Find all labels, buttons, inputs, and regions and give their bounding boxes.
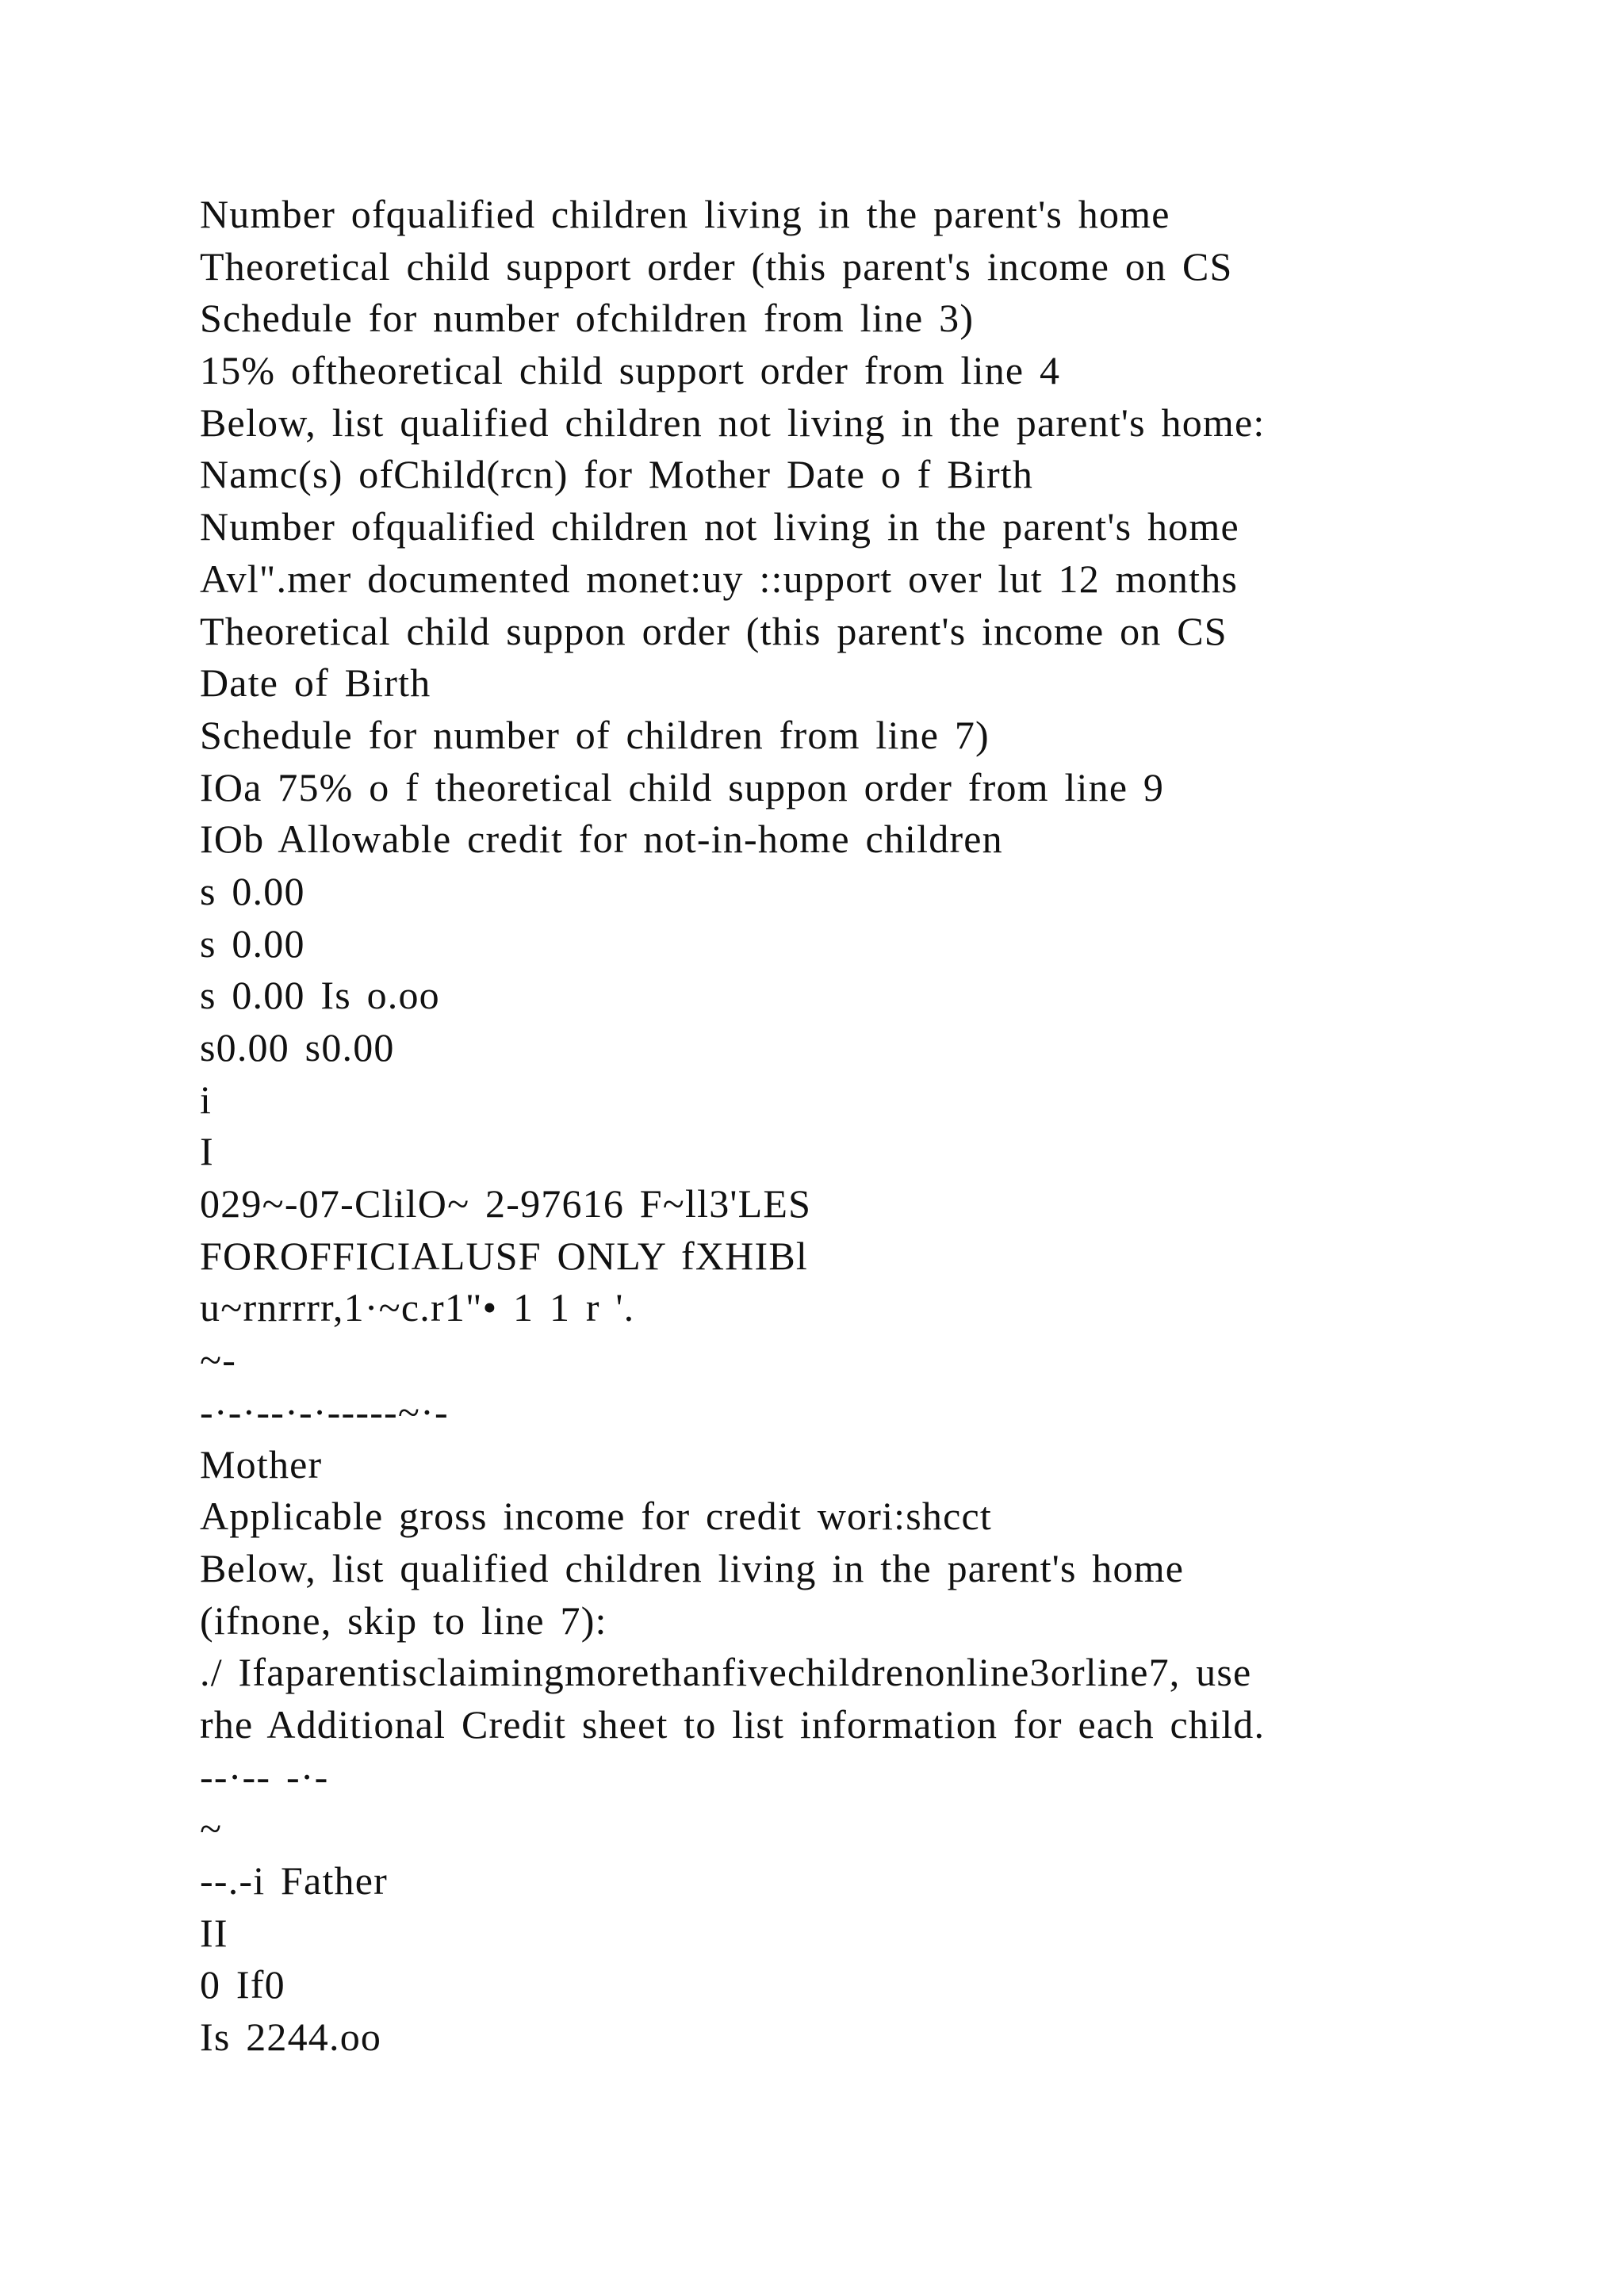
- text-line: ~-: [200, 1337, 237, 1383]
- text-line: Avl".mer documented monet:uy ::upport over lut 12 months: [200, 556, 1239, 601]
- amount-line: s 0.00 Is o.oo: [200, 973, 440, 1018]
- text-line: Applicable gross income for credit wori:shcct: [200, 1494, 992, 1539]
- text-line: i: [200, 1077, 213, 1122]
- text-line: IOa 75% o f theoretical child suppon order from line 9: [200, 764, 1165, 809]
- text-line: --·-- -·-: [200, 1754, 329, 1799]
- instruction-note: rhe Additional Credit sheet to list information for each child.: [200, 1701, 1266, 1747]
- text-line: Schedule for number of children from line 7): [200, 712, 990, 757]
- text-line: Theoretical child suppon order (this parent's income on CS: [200, 608, 1228, 653]
- text-line: Date of Birth: [200, 660, 431, 706]
- text-line: ~: [200, 1806, 223, 1851]
- text-line: -·-·--·-·-----~·-: [200, 1389, 449, 1434]
- instruction-note: ./ Ifaparentisclaimingmorethanfivechildrenonline3orline7, use: [200, 1650, 1252, 1695]
- document-text: [200, 189, 1469, 2064]
- text-line: IOb Allowable credit for not-in-home children: [200, 817, 1003, 862]
- column-header-mother: Mother: [200, 1441, 323, 1487]
- text-line: Schedule for number ofchildren from line 3): [200, 296, 975, 341]
- text-line: Number ofqualified children not living in the parent's home: [200, 504, 1239, 549]
- column-header-father: --.-i Father: [200, 1858, 388, 1903]
- text-line: Number ofqualified children living in the parent's home: [200, 192, 1170, 236]
- text-line: Below, list qualified children living in the parent's home: [200, 1545, 1185, 1590]
- amount-line: Is 2244.oo: [200, 2015, 382, 2060]
- text-line: (ifnone, skip to line 7):: [200, 1598, 607, 1643]
- text-line: Namc(s) ofChild(rcn) for Mother Date o f Birth: [200, 452, 1034, 497]
- text-line: II: [200, 1910, 228, 1955]
- text-line: Below, list qualified children not living in the parent's home:: [200, 400, 1266, 445]
- text-line: 15% oftheoretical child support order from line 4: [200, 348, 1061, 393]
- amount-line: s 0.00: [200, 920, 305, 966]
- amount-line: s0.00 s0.00: [200, 1025, 395, 1070]
- case-number-line: 029~-07-ClilO~ 2-97616 F~ll3'LES: [200, 1181, 812, 1226]
- official-use-line: FOROFFICIALUSF ONLY fXHIBl: [200, 1233, 808, 1278]
- text-line: I: [200, 1129, 214, 1174]
- text-line: 0 If0: [200, 1962, 285, 2007]
- amount-line: s 0.00: [200, 868, 305, 913]
- text-line: u~rnrrrr,1·~c.r1"• 1 1 r '.: [200, 1285, 635, 1330]
- text-line: Theoretical child support order (this parent's income on CS: [200, 243, 1233, 289]
